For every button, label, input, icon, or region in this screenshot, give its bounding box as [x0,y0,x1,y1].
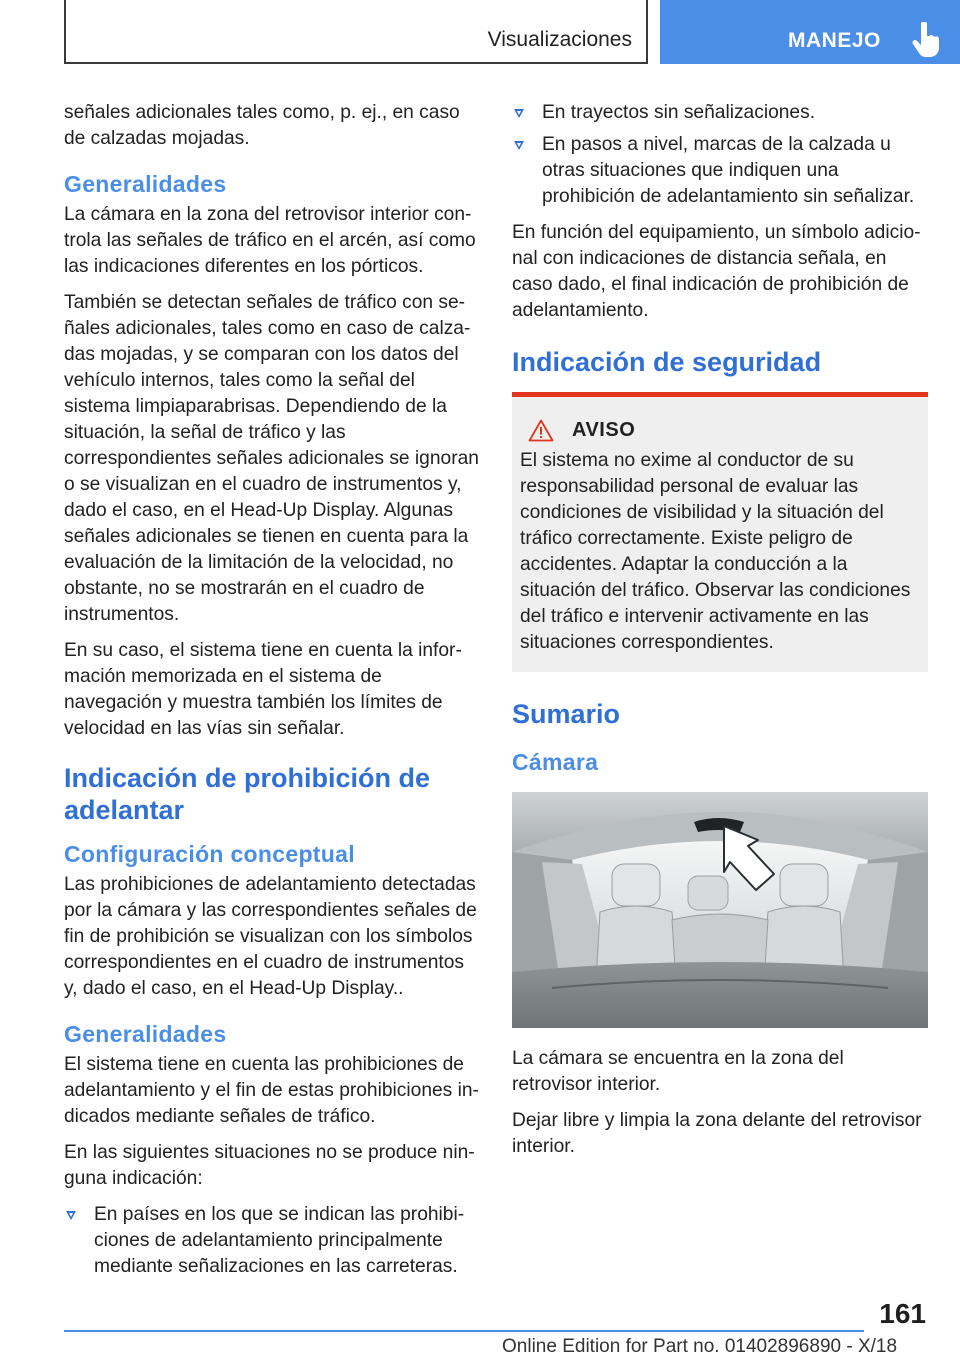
paragraph-camera-1: La cámara se encuentra en la zona del retrovisor interior. [512,1048,844,1095]
paragraph-general-1c: En su caso, el sistema tiene en cuenta la información memorizada en el sistema de navegación y muestra también los límites de velocidad en las vías sin señalar. [64,640,462,739]
triangle-bullet-icon [514,109,524,118]
warning-notice [512,392,928,672]
heading-generalidades-1: Generalidades [64,171,227,197]
list-item: En pasos a nivel, marcas de la calzada u otras situaciones que indiquen una prohibición de adelantamiento sin señalizar. [512,132,928,210]
triangle-bullet-icon [514,141,524,150]
paragraph-general-2b: En las siguientes situaciones no se produce ninguna indicación: [64,1142,475,1189]
paragraph-intro: señales adicionales tales como, p. ej., en caso de calzadas mojadas. [64,102,460,149]
header-chapter-title: MANEJO [788,29,881,52]
footer-divider [64,1330,864,1332]
triangle-bullet-icon [66,1211,76,1220]
warning-triangle-icon [528,419,554,442]
camera-location-illustration [512,792,928,1028]
heading-overtaking: Indicación de prohibición de adelantar [64,763,431,825]
paragraph-general-1b: También se detectan señales de tráfico con señales adicionales, tales como en caso de calzadas mojadas, y se comparan con los datos del vehículo internos, tales como la señal del sistema limpiaparabrisas. Dependiendo de la situación, la señal de tráfico y las correspondientes señales adicionales se ignoran o se visualizan en el cuadro de instrumentos y, dado el caso, en el Head-Up Display. Algunas señales adicionales se tienen en cuenta para la evaluación de la limitación de la velocidad, no obstante, no se mostrarán en el cuadro de instrumentos. [64,292,479,625]
heading-summary: Sumario [512,699,621,729]
list-item: En países en los que se indican las prohibiciones de adelantamiento principalmente mediante señalizaciones en las carreteras. [64,1202,482,1280]
right-column [512,100,928,1170]
paragraph-general-2a: El sistema tiene en cuenta las prohibiciones de adelantamiento y el fin de estas prohibiciones indicados mediante señales de tráfico. [64,1054,479,1127]
paragraph-camera-2: Dejar libre y limpia la zona delante del retrovisor interior. [512,1110,922,1157]
bullet-list-left [64,1202,482,1280]
bullet-list-right [512,100,928,210]
left-column [64,100,482,1290]
heading-concept: Configuración conceptual [64,841,355,867]
header-section-box [64,0,648,64]
heading-camera: Cámara [512,749,599,775]
paragraph-equipment: En función del equipamiento, un símbolo adicional con indicaciones de distancia señala, en caso dado, el final indicación de prohibición de adelantamiento. [512,222,921,321]
paragraph-general-1a: La cámara en la zona del retrovisor interior controla las señales de tráfico en el arcén, así como las indicaciones diferentes en los pórticos. [64,204,476,277]
list-item: En trayectos sin señalizaciones. [512,100,928,126]
heading-generalidades-2: Generalidades [64,1021,227,1047]
header-section-title: Visualizaciones [487,28,632,51]
hand-pointer-icon [910,22,942,58]
header-chapter-tab [660,0,960,64]
paragraph-concept: Las prohibiciones de adelantamiento detectadas por la cámara y las correspondientes señales de fin de prohibición se visualizan con los símbolos correspondientes en el cuadro de instrumentos y, dado el caso, en el Head-Up Display.. [64,874,477,999]
heading-safety: Indicación de seguridad [512,347,822,377]
notice-text: El sistema no exime al conductor de su responsabilidad personal de evaluar las condiciones de visibilidad y la situación del tráfico correctamente. Existe peligro de accidentes. Adaptar la conducción a la situación del tráfico. Observar las condiciones del tráfico e intervenir activamente en las situaciones correspondientes. [520,450,911,653]
notice-title: AVISO [572,419,636,441]
footer-edition: Online Edition for Part no. 01402896890 - X/18 [502,1336,898,1357]
page-number: 161 [879,1298,926,1329]
notice-title-row [520,419,920,442]
